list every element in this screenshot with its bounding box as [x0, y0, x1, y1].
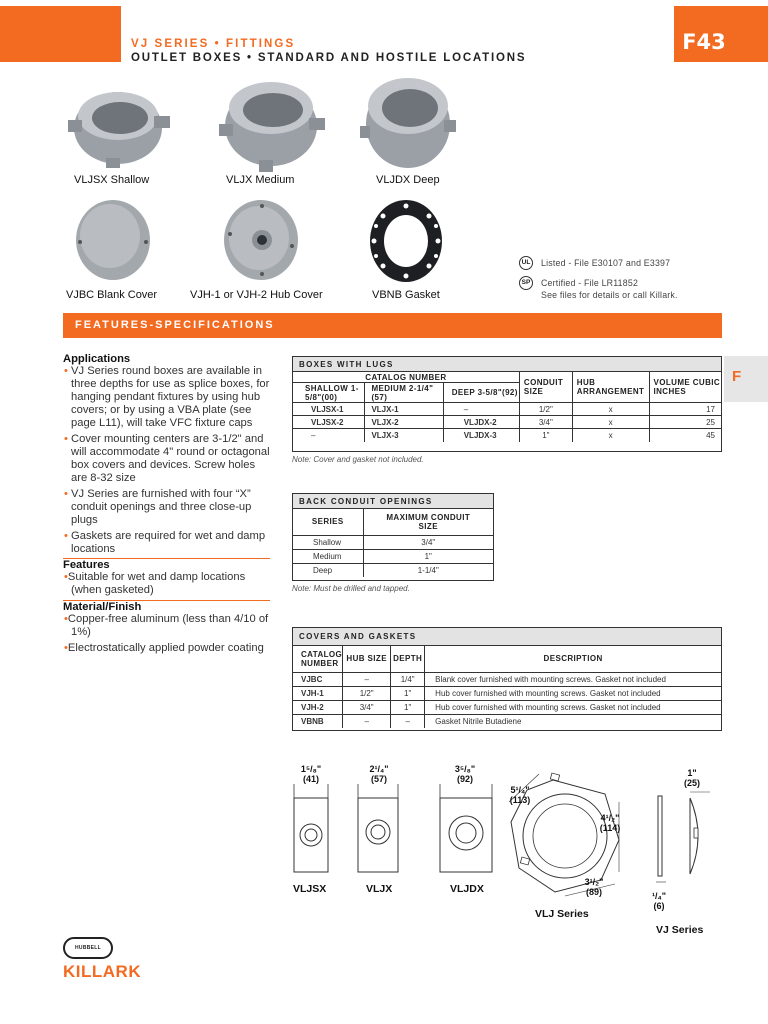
vj-cover-thickness-dimension: [650, 891, 668, 911]
dimension-mm: (41): [302, 774, 319, 784]
table-row: [293, 403, 721, 416]
dimension-mm: (57): [370, 774, 387, 784]
table-cell: 1": [391, 686, 425, 700]
vljsx-shallow-image: [62, 76, 178, 172]
table-header-cell: DESCRIPTION: [425, 646, 721, 672]
table-title: COVERS AND GASKETS: [299, 632, 417, 641]
dimension-mm: (114): [599, 823, 621, 833]
dimension-value: 1⁵/₈": [300, 764, 322, 774]
list-item-text: VJ Series are furnished with four “X” conduit openings and three close-up plugs: [71, 488, 252, 526]
table-row: [293, 563, 493, 577]
table-row: [293, 535, 493, 549]
list-item-text: VJ Series round boxes are available in three depths for use as splice boxes, for hanging pendant fixtures by using hub covers; or by using a VBA plate (see page L11), will take VFC fixture caps: [71, 365, 270, 429]
dimension-value: 3¹/₂": [584, 877, 604, 887]
vljsx-diagram-caption: VLJSX: [293, 883, 327, 895]
vljx-medium-image: [213, 72, 331, 174]
table-title-bar: [293, 494, 493, 509]
table-header-cell: CATALOG NUMBER: [301, 649, 343, 668]
list-item: • Gaskets are required for wet and damp locations: [64, 530, 266, 555]
table-cell: 3/4": [343, 700, 391, 714]
vljdx-profile-drawing: [437, 784, 495, 874]
specifications-column: [63, 353, 270, 655]
vlj-overall-dimension: [506, 785, 534, 805]
table-cell: 3/4": [519, 416, 572, 429]
table-row: [293, 686, 721, 700]
table-cell: VLJDX-2: [443, 416, 519, 429]
features-bar-label: FEATURES-SPECIFICATIONS: [75, 319, 275, 331]
table-cell: 3/4": [363, 535, 493, 549]
table-cell: Gasket Nitrile Butadiene: [425, 714, 721, 728]
table-cell: 1/2": [343, 686, 391, 700]
ul-listing-text: Listed - File E30107 and E3397: [541, 258, 671, 268]
header-accent-left: [0, 6, 121, 62]
dimension-mm: (92): [456, 774, 473, 784]
material-heading: Material/Finish: [63, 601, 142, 613]
vjbc-blank-cover-image: [74, 198, 152, 282]
vlj-series-caption: VLJ Series: [535, 908, 589, 920]
table-title: BOXES WITH LUGS: [299, 360, 394, 369]
table-cell: Blank cover furnished with mounting screws. Gasket not included: [425, 672, 721, 686]
csa-certified-icon: SP: [519, 276, 533, 290]
dimension-mm: (113): [509, 795, 531, 805]
dimension-value: 5¹/₄": [510, 785, 530, 795]
product-caption: VLJSX Shallow: [74, 174, 150, 186]
dimension-value: 4¹/₂": [600, 813, 620, 823]
table-title-bar: [293, 357, 721, 372]
table-cell: 1-1/4": [363, 563, 493, 577]
dimension-mm: (89): [585, 887, 602, 897]
table-cell: –: [443, 403, 519, 416]
table-cell: x: [572, 429, 649, 442]
dimension-value: 2¹/₄": [369, 764, 389, 774]
table-row: [293, 672, 721, 686]
table-cell: VLJX-3: [365, 429, 443, 442]
hubbell-logo-text: HUBBELL: [75, 945, 101, 951]
series-subtitle: OUTLET BOXES • STANDARD AND HOSTILE LOCATIONS: [131, 52, 527, 64]
vbnb-gasket-image: [368, 198, 444, 284]
list-item-text: Cover mounting centers are 3-1/2" and will accommodate 4" round or octagonal box covers and devices. Screw holes are 8-32 size: [71, 433, 270, 484]
section-tab: [724, 356, 768, 402]
table-header-cell: VOLUME CUBIC INCHES: [649, 372, 721, 403]
dimension-value: 3⁵/₈": [454, 764, 476, 774]
product-caption: VJH-1 or VJH-2 Hub Cover: [190, 289, 323, 301]
boxes-table-grid: [293, 372, 721, 442]
list-item: •Copper-free aluminum (less than 4/10 of 1%): [64, 613, 269, 638]
vlj-mounting-center-dimension: [580, 877, 608, 897]
vljx-depth-dimension: [360, 764, 398, 784]
table-cell: Deep: [313, 565, 333, 575]
product-caption: VLJDX Deep: [376, 174, 440, 186]
table-header-cell: CONDUIT SIZE: [519, 372, 572, 403]
table-cell: 25: [649, 416, 721, 429]
list-item: •Electrostatically applied powder coating: [64, 642, 264, 654]
list-item: • VJ Series round boxes are available in three depths for use as splice boxes, for hanging pendant fixtures by using hub covers; or by using a VBA plate (see page L11), will take VFC fixture caps: [64, 365, 270, 429]
ul-listed-icon: UL: [519, 256, 533, 270]
table-cell: VLJX-1: [365, 403, 443, 416]
product-caption: VBNB Gasket: [372, 289, 440, 301]
table-row: [293, 714, 721, 728]
table-cell: 1": [391, 700, 425, 714]
table-row: [293, 549, 493, 563]
vljdx-depth-dimension: [446, 764, 484, 784]
table-cell: VLJX-2: [365, 416, 443, 429]
back-table-note: Note: Must be drilled and tapped.: [292, 584, 410, 593]
table-cell: 17: [649, 403, 721, 416]
list-item-text: Copper-free aluminum (less than 4/10 of 1%): [67, 613, 269, 638]
back-conduit-table: [292, 493, 494, 581]
table-header-cell: MEDIUM 2-1/4"(57): [365, 383, 443, 403]
dimension-value: 1": [687, 768, 697, 778]
table-cell: Hub cover furnished with mounting screws. Gasket not included: [425, 700, 721, 714]
boxes-with-lugs-table: [292, 356, 722, 452]
vlj-diameter-dimension: [596, 813, 624, 833]
table-header-cell: HUB ARRANGEMENT: [572, 372, 649, 403]
table-title-bar: [293, 628, 721, 646]
table-cell: VLJDX-3: [443, 429, 519, 442]
vljdx-diagram-caption: VLJDX: [450, 883, 484, 895]
csa-details-text: See files for details or call Killark.: [541, 290, 678, 300]
page-code: F43: [682, 30, 726, 54]
table-cell: 1/4": [391, 672, 425, 686]
table-header-cell: SERIES: [311, 517, 344, 527]
table-cell: 45: [649, 429, 721, 442]
covers-table-grid: [293, 646, 721, 728]
table-cell: VBNB: [301, 716, 324, 726]
vljsx-depth-dimension: [293, 764, 329, 784]
list-item: •Suitable for wet and damp locations (when gasketed): [64, 571, 246, 596]
table-cell: VJH-2: [301, 702, 324, 712]
table-header-cell: DEEP 3-5/8"(92): [443, 383, 519, 403]
table-header-cell: HUB SIZE: [343, 646, 391, 672]
table-row: [293, 429, 721, 442]
table-header-cell: MAXIMUM CONDUIT SIZE: [363, 509, 493, 535]
table-cell: –: [391, 714, 425, 728]
table-cell: –: [343, 672, 391, 686]
applications-heading: Applications: [63, 353, 131, 365]
table-cell: VJBC: [301, 674, 323, 684]
vj-height-dimension: [680, 768, 704, 788]
table-cell: VLJSX-2: [311, 417, 344, 427]
back-table-grid: [293, 509, 493, 577]
table-cell: VLJSX-1: [311, 404, 344, 414]
dimension-mm: (25): [683, 778, 700, 788]
hubbell-logo: [63, 937, 113, 959]
table-cell: 1": [519, 429, 572, 442]
vljdx-deep-image: [360, 72, 456, 172]
dimension-value: ¹/₄": [651, 891, 667, 901]
killark-logo: KILLARK: [63, 962, 142, 981]
section-tab-label: F: [732, 368, 742, 385]
table-row: [293, 416, 721, 429]
covers-gaskets-table: [292, 627, 722, 731]
list-item: • Cover mounting centers are 3-1/2" and will accommodate 4" round or octagonal box covers and devices. Screw holes are 8-32 size: [64, 433, 270, 484]
vljx-diagram-caption: VLJX: [366, 883, 393, 895]
table-cell: x: [572, 416, 649, 429]
table-header-cell: SHALLOW 1-5/8"(00): [293, 383, 365, 403]
table-cell: Shallow: [313, 537, 342, 547]
vj-series-side-drawing: [646, 788, 716, 888]
table-cell: –: [343, 714, 391, 728]
table-cell: –: [311, 430, 316, 440]
dimension-mm: (6): [653, 901, 665, 911]
table-row: [293, 700, 721, 714]
table-title: BACK CONDUIT OPENINGS: [299, 497, 433, 506]
table-cell: 1/2": [519, 403, 572, 416]
list-item: • VJ Series are furnished with four “X” conduit openings and three close-up plugs: [64, 488, 252, 526]
features-heading: Features: [63, 559, 110, 571]
table-cell: VJH-1: [301, 688, 324, 698]
table-cell: Medium: [313, 551, 342, 561]
list-item-text: Suitable for wet and damp locations (when gasketed): [67, 571, 246, 596]
product-caption: VLJX Medium: [226, 174, 295, 186]
vljx-profile-drawing: [355, 784, 401, 874]
series-title: VJ SERIES • FITTINGS: [131, 38, 296, 50]
product-caption: VJBC Blank Cover: [66, 289, 158, 301]
table-cell: Hub cover furnished with mounting screws. Gasket not included: [425, 686, 721, 700]
table-header-cell: CATALOG NUMBER: [293, 372, 519, 383]
boxes-table-note: Note: Cover and gasket not included.: [292, 455, 424, 464]
vjh-hub-cover-image: [222, 198, 300, 282]
table-cell: 1": [363, 549, 493, 563]
list-item-text: Electrostatically applied powder coating: [67, 642, 264, 654]
table-cell: x: [572, 403, 649, 416]
vj-series-caption: VJ Series: [656, 924, 704, 936]
list-item-text: Gaskets are required for wet and damp locations: [71, 530, 266, 555]
table-header-cell: DEPTH: [391, 646, 425, 672]
csa-certified-text: Certified - File LR11852: [541, 278, 639, 288]
vljsx-profile-drawing: [290, 784, 332, 874]
